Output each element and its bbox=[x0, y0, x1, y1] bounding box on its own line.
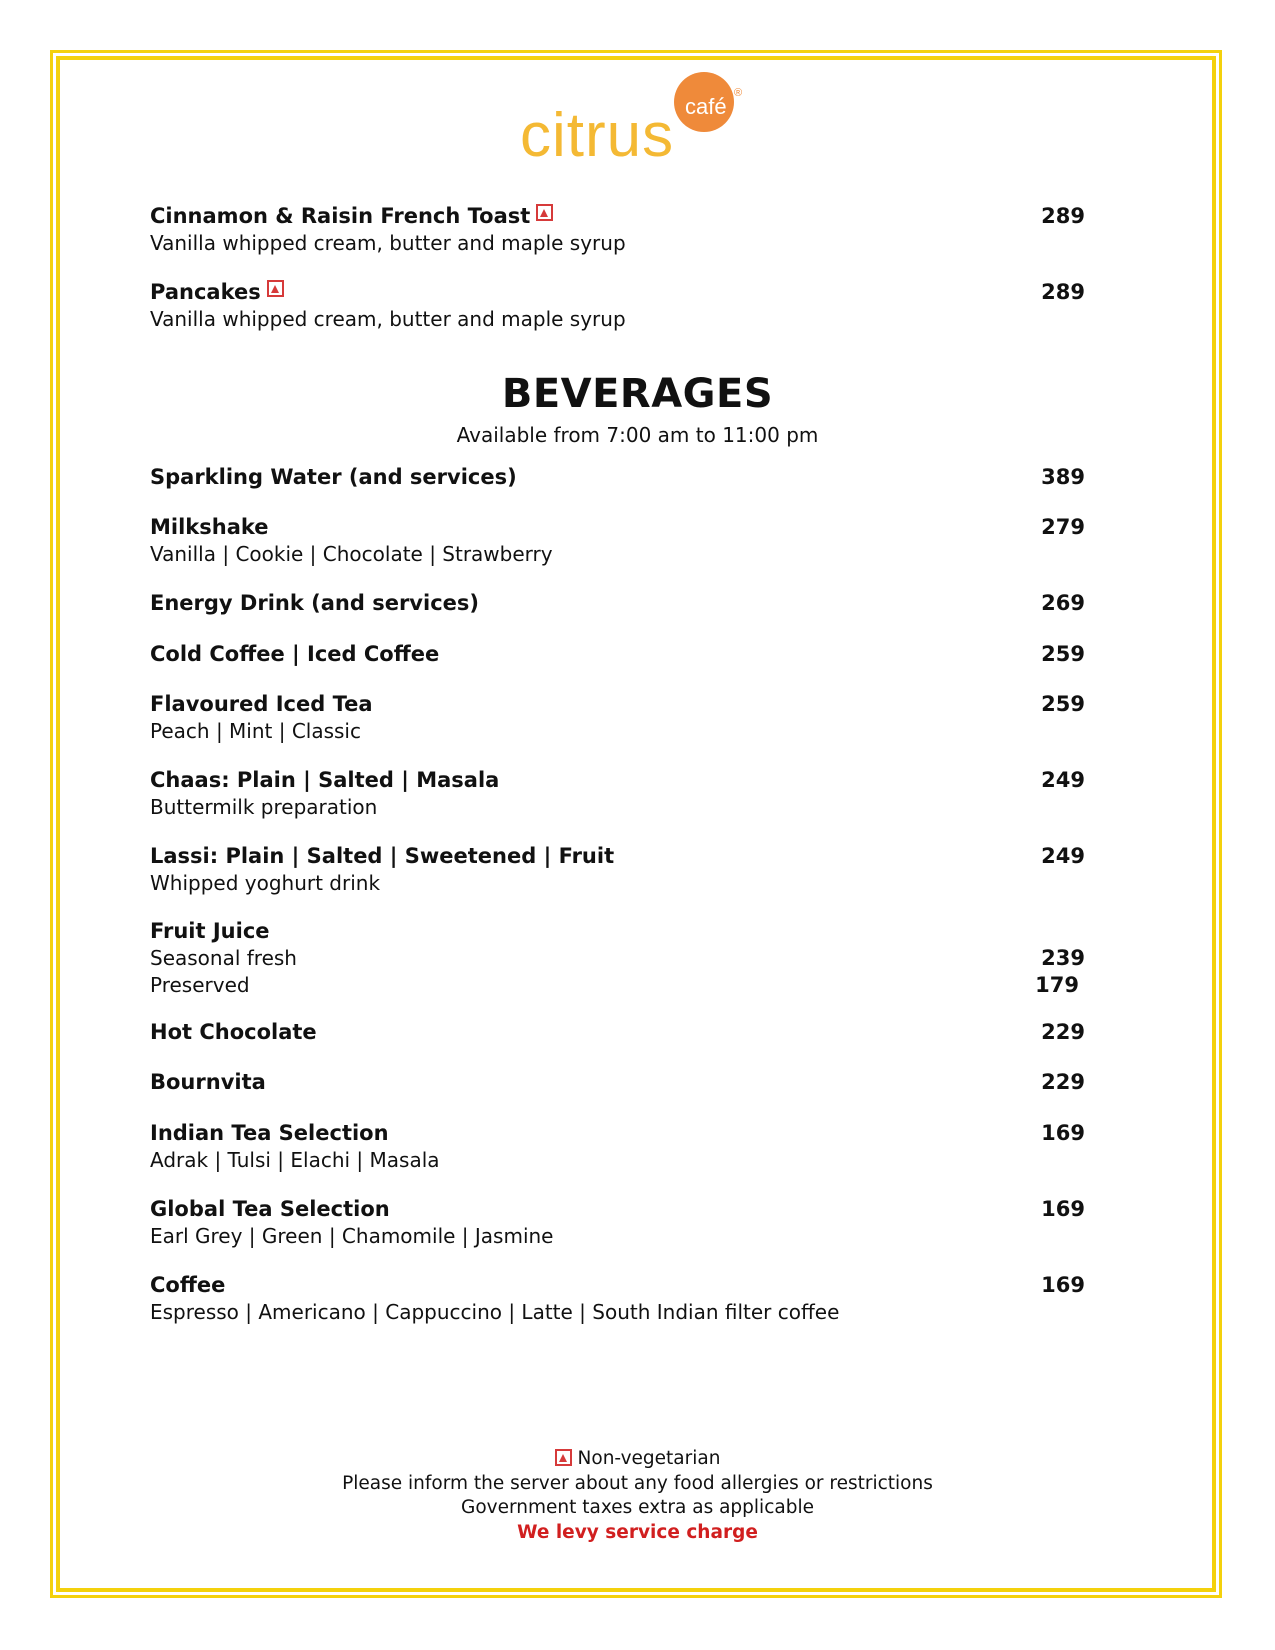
legend-row bbox=[0, 1447, 1275, 1472]
item-name: Cold Coffee | Iced Coffee bbox=[150, 642, 440, 666]
menu-item bbox=[150, 464, 1085, 491]
non-veg-icon bbox=[267, 280, 284, 297]
menu-item bbox=[150, 1272, 1085, 1326]
menu-item bbox=[150, 641, 1085, 668]
menu-item bbox=[150, 918, 1085, 999]
menu-item bbox=[150, 767, 1085, 821]
item-price: 249 bbox=[1041, 768, 1085, 792]
item-price: 279 bbox=[1041, 515, 1085, 539]
item-option-label: Preserved bbox=[150, 973, 250, 997]
item-price: 169 bbox=[1041, 1121, 1085, 1145]
item-description: Adrak | Tulsi | Elachi | Masala bbox=[150, 1148, 440, 1172]
section-hours: Available from 7:00 am to 11:00 pm bbox=[456, 423, 819, 447]
item-option-price: 239 bbox=[1041, 946, 1085, 970]
logo-registered-mark: ® bbox=[734, 87, 743, 99]
menu-footer bbox=[0, 1447, 1275, 1545]
item-name: Chaas: Plain | Salted | Masala bbox=[150, 768, 500, 792]
menu-item bbox=[150, 691, 1085, 745]
item-price: 169 bbox=[1041, 1273, 1085, 1297]
item-name: Pancakes bbox=[150, 280, 261, 304]
item-price: 269 bbox=[1041, 591, 1085, 615]
allergy-note: Please inform the server about any food allergies or restrictions bbox=[342, 1472, 933, 1494]
menu-item bbox=[150, 590, 1085, 617]
legend-label: Non-vegetarian bbox=[577, 1448, 721, 1469]
menu-item bbox=[150, 1196, 1085, 1250]
item-name: Energy Drink (and services) bbox=[150, 591, 479, 615]
item-price: 259 bbox=[1041, 642, 1085, 666]
menu-item bbox=[150, 1069, 1085, 1096]
item-price: 229 bbox=[1041, 1070, 1085, 1094]
menu-item bbox=[150, 203, 1085, 257]
tax-note: Government taxes extra as applicable bbox=[461, 1497, 814, 1518]
item-name: Lassi: Plain | Salted | Sweetened | Fruit bbox=[150, 844, 615, 868]
non-veg-icon bbox=[555, 1449, 572, 1466]
item-price: 289 bbox=[1041, 280, 1085, 304]
item-price: 289 bbox=[1041, 204, 1085, 228]
service-charge-note: We levy service charge bbox=[517, 1521, 758, 1543]
item-description: Espresso | Americano | Cappuccino | Latte | South Indian filter coffee bbox=[150, 1300, 840, 1324]
item-description: Earl Grey | Green | Chamomile | Jasmine bbox=[150, 1224, 554, 1248]
item-name: Hot Chocolate bbox=[150, 1020, 317, 1044]
menu-item bbox=[150, 279, 1085, 333]
item-description: Vanilla whipped cream, butter and maple syrup bbox=[150, 307, 626, 331]
item-name: Global Tea Selection bbox=[150, 1197, 390, 1221]
item-name: Flavoured Iced Tea bbox=[150, 692, 373, 716]
item-description: Vanilla whipped cream, butter and maple syrup bbox=[150, 231, 626, 255]
item-name: Sparkling Water (and services) bbox=[150, 465, 517, 489]
citrus-cafe-logo bbox=[512, 72, 772, 167]
item-description: Peach | Mint | Classic bbox=[150, 719, 361, 743]
item-option-label: Seasonal fresh bbox=[150, 946, 297, 970]
item-description: Buttermilk preparation bbox=[150, 795, 378, 819]
menu-item bbox=[150, 1019, 1085, 1046]
item-description: Whipped yoghurt drink bbox=[150, 871, 381, 895]
item-option-price: 179 bbox=[1035, 973, 1079, 997]
logo-cafe: café bbox=[685, 94, 727, 119]
logo-wordmark: citrus bbox=[520, 101, 675, 167]
item-name: Coffee bbox=[150, 1273, 226, 1297]
item-description: Vanilla | Cookie | Chocolate | Strawberry bbox=[150, 542, 553, 566]
menu-item bbox=[150, 843, 1085, 897]
item-name: Bournvita bbox=[150, 1070, 266, 1094]
menu-item bbox=[150, 1120, 1085, 1174]
item-name: Fruit Juice bbox=[150, 919, 270, 943]
item-name: Milkshake bbox=[150, 515, 269, 539]
section-title: BEVERAGES bbox=[501, 371, 774, 417]
item-price: 249 bbox=[1041, 844, 1085, 868]
item-name: Indian Tea Selection bbox=[150, 1121, 389, 1145]
item-price: 169 bbox=[1041, 1197, 1085, 1221]
non-veg-icon bbox=[536, 204, 553, 221]
item-price: 229 bbox=[1041, 1020, 1085, 1044]
item-price: 389 bbox=[1041, 465, 1085, 489]
item-name: Cinnamon & Raisin French Toast bbox=[150, 204, 531, 228]
item-price: 259 bbox=[1041, 692, 1085, 716]
menu-item bbox=[150, 514, 1085, 568]
